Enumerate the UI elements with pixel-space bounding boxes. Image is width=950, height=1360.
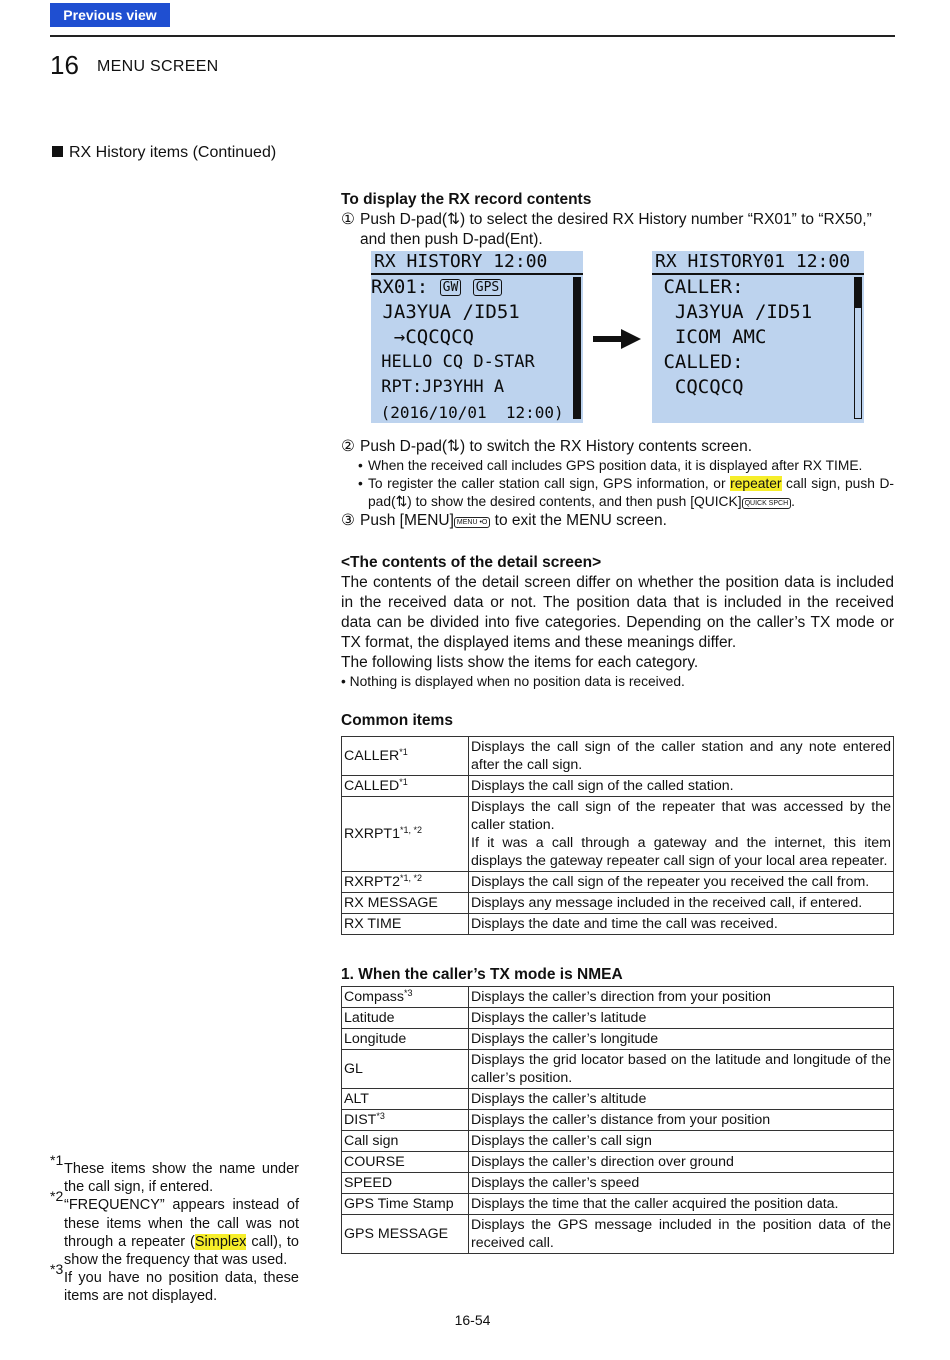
bullet-register-text-b: call sign, push D-pad(⇅) to show the desired contents, and then push [QUICK] <box>368 476 895 509</box>
main-column <box>341 190 894 1254</box>
step-3-text-b: to exit the MENU screen. <box>490 512 667 529</box>
bullet-register-end: . <box>791 494 795 509</box>
lcd-line: CQCQCQ <box>652 376 744 398</box>
table-row <box>342 987 894 1008</box>
footnote-text-a: “FREQUENCY” appears instead of these items when the call was not through a repeater ( <box>64 1197 299 1250</box>
nmea-heading: 1. When the caller’s TX mode is NMEA <box>341 966 623 983</box>
footnote-ref: *3 <box>376 1111 385 1121</box>
item-desc-text-2: If it was a call through a gateway and the internet, this item displays the gateway repeater call sign of your local area repeater. <box>471 835 891 869</box>
bullet-dot: • <box>358 476 363 491</box>
footnote-text-b: call), to show the frequency that was used. <box>64 1233 299 1269</box>
previous-view-button[interactable]: Previous view <box>50 3 170 27</box>
chapter-number: 16 <box>50 50 79 80</box>
item-key: GPS Time Stamp <box>342 1194 469 1215</box>
step-3-text-a: Push [MENU] <box>360 512 454 529</box>
lcd-title: RX HISTORY 12:00 <box>371 251 583 275</box>
item-key <box>342 1110 469 1131</box>
item-desc: Displays the caller’s call sign <box>469 1131 894 1152</box>
nmea-items-table <box>341 986 894 1254</box>
lcd-title: RX HISTORY01 12:00 <box>652 251 864 275</box>
table-row <box>342 1089 894 1110</box>
bullet-dot: • <box>358 458 363 473</box>
step-2 <box>341 437 894 457</box>
footnote-ref: *1, *2 <box>399 825 423 835</box>
item-key <box>342 737 469 776</box>
bullet-gps <box>341 457 894 475</box>
arrow-right-icon <box>593 329 641 349</box>
table-row <box>342 1029 894 1050</box>
item-key-text: DIST <box>344 1112 377 1128</box>
table-row <box>342 872 894 893</box>
item-key: GPS MESSAGE <box>342 1215 469 1254</box>
step-2-number: ② <box>341 438 355 455</box>
item-key: GL <box>342 1050 469 1089</box>
detail-paragraph: The contents of the detail screen differ on whether the position data is included in the received data or not. The position data that is included in the received data can be divided into five categories. Depending on the caller’s TX mode or TX format, the displayed items and these meanings differ. <box>341 574 894 651</box>
item-key <box>342 776 469 797</box>
bullet-gps-text: When the received call includes GPS position data, it is displayed after RX TIME. <box>368 458 863 473</box>
step-1 <box>341 210 894 250</box>
item-desc: Displays the caller’s longitude <box>469 1029 894 1050</box>
table-row <box>342 1194 894 1215</box>
common-items-table <box>341 736 894 935</box>
lcd-line: CALLED: <box>652 351 744 373</box>
item-key: SPEED <box>342 1173 469 1194</box>
footnotes <box>50 1152 299 1306</box>
table-row <box>342 914 894 935</box>
table-row <box>342 1152 894 1173</box>
item-key: RX MESSAGE <box>342 893 469 914</box>
scrollbar <box>573 277 581 419</box>
item-desc: Displays the caller’s latitude <box>469 1008 894 1029</box>
item-key-text: RXRPT1 <box>344 826 400 842</box>
lcd-line: JA3YUA /ID51 <box>652 301 813 323</box>
gw-tag: GW <box>440 279 462 296</box>
footnote-2: *2 “FREQUENCY” appears instead of these items when the call was not through a repeater (Simplex call), to show the frequency that was used. <box>50 1188 299 1269</box>
item-desc: Displays the call sign of the called station. <box>469 776 894 797</box>
item-key <box>342 797 469 872</box>
item-desc: Displays the date and time the call was received. <box>469 914 894 935</box>
item-key: Call sign <box>342 1131 469 1152</box>
item-desc: Displays the GPS message included in the position data of the received call. <box>469 1215 894 1254</box>
item-desc: Displays the caller’s distance from your position <box>469 1110 894 1131</box>
section-heading <box>52 144 276 162</box>
chapter-title: MENU SCREEN <box>97 58 219 75</box>
bullet-register <box>341 475 894 511</box>
square-bullet-icon <box>52 146 63 157</box>
footnote-1: *1 These items show the name under the call sign, if entered. <box>50 1152 299 1196</box>
table-row <box>342 1131 894 1152</box>
footnote-text: If you have no position data, these items are not displayed. <box>64 1270 299 1305</box>
detail-note: • Nothing is displayed when no position data is received. <box>341 674 685 689</box>
table-row <box>342 893 894 914</box>
step-3 <box>341 511 894 531</box>
item-desc: Displays any message included in the received call, if entered. <box>469 893 894 914</box>
table-row <box>342 797 894 872</box>
item-key-text: RXRPT2 <box>344 874 400 890</box>
item-desc-text: Displays the call sign of the repeater that was accessed by the caller station. <box>471 799 891 833</box>
table-row <box>342 776 894 797</box>
lcd-line: ICOM AMC <box>652 326 767 348</box>
item-key <box>342 987 469 1008</box>
scrollbar-thumb <box>574 278 580 418</box>
item-key: ALT <box>342 1089 469 1110</box>
highlight-simplex: Simplex <box>194 1233 247 1250</box>
item-key-text: Compass <box>344 989 404 1005</box>
footnote-3: *3 If you have no position data, these items are not displayed. <box>50 1261 299 1305</box>
lcd-line: JA3YUA /ID51 <box>371 301 520 323</box>
item-key-text: CALLER <box>344 748 400 764</box>
lcd-screens <box>341 251 894 431</box>
display-heading: To display the RX record contents <box>341 191 592 208</box>
step-1-text: Push D-pad(⇅) to select the desired RX History number “RX01” to “RX50,” and then push D-pad(Ent). <box>360 211 872 248</box>
footnote-ref: *3 <box>403 988 413 998</box>
item-desc: Displays the caller’s altitude <box>469 1089 894 1110</box>
item-desc: Displays the time that the caller acquired the position data. <box>469 1194 894 1215</box>
highlight-repeater: repeater <box>730 476 782 491</box>
item-key-text: CALLED <box>344 778 400 794</box>
detail-paragraph-2: The following lists show the items for each category. <box>341 654 699 671</box>
detail-heading: <The contents of the detail screen> <box>341 554 602 571</box>
bullet-register-text-a: To register the caller station call sign, GPS information, or <box>368 476 731 491</box>
item-desc <box>469 797 894 872</box>
item-desc: Displays the caller’s speed <box>469 1173 894 1194</box>
footnote-ref: *1 <box>399 777 408 787</box>
item-key: Longitude <box>342 1029 469 1050</box>
footnote-ref: *1, *2 <box>399 873 423 883</box>
step-2-text: Push D-pad(⇅) to switch the RX History contents screen. <box>360 438 753 455</box>
scrollbar-thumb <box>855 278 861 308</box>
footnote-ref: *1 <box>399 747 408 757</box>
lcd-line: →CQCQCQ <box>371 326 474 348</box>
menu-key-icon: MENU •O <box>454 517 490 528</box>
item-key <box>342 872 469 893</box>
common-items-heading: Common items <box>341 712 453 729</box>
lcd-line: (2016/10/01 12:00) <box>371 403 564 422</box>
item-key: Latitude <box>342 1008 469 1029</box>
table-row <box>342 1173 894 1194</box>
item-desc: Displays the grid locator based on the latitude and longitude of the caller’s position. <box>469 1050 894 1089</box>
scrollbar <box>854 277 862 419</box>
rx-label: RX01: <box>371 276 429 298</box>
lcd-line: CALLER: <box>652 276 744 298</box>
step-3-number: ③ <box>341 512 355 529</box>
item-desc: Displays the caller’s direction over ground <box>469 1152 894 1173</box>
header-rule <box>50 35 895 37</box>
footnote-text: These items show the name under the call sign, if entered. <box>64 1161 299 1196</box>
table-row <box>342 1110 894 1131</box>
item-desc: Displays the call sign of the repeater you received the call from. <box>469 872 894 893</box>
section-heading-text: RX History items (Continued) <box>69 144 277 161</box>
rx-history-list-screen <box>371 251 583 423</box>
item-desc: Displays the caller’s direction from your position <box>469 987 894 1008</box>
table-row <box>342 1050 894 1089</box>
rx-history-detail-screen <box>652 251 864 423</box>
gps-tag: GPS <box>473 279 502 296</box>
quick-key-icon: QUICK SPCH <box>742 498 792 509</box>
table-row <box>342 1215 894 1254</box>
item-key: RX TIME <box>342 914 469 935</box>
lcd-line: RPT:JP3YHH A <box>371 377 505 397</box>
table-row <box>342 737 894 776</box>
lcd-line <box>371 275 583 300</box>
item-desc: Displays the call sign of the caller station and any note entered after the call sign. <box>469 737 894 776</box>
item-key: COURSE <box>342 1152 469 1173</box>
step-1-number: ① <box>341 211 355 228</box>
page-number: 16-54 <box>454 1312 491 1328</box>
lcd-line: HELLO CQ D-STAR <box>371 352 535 372</box>
table-row <box>342 1008 894 1029</box>
